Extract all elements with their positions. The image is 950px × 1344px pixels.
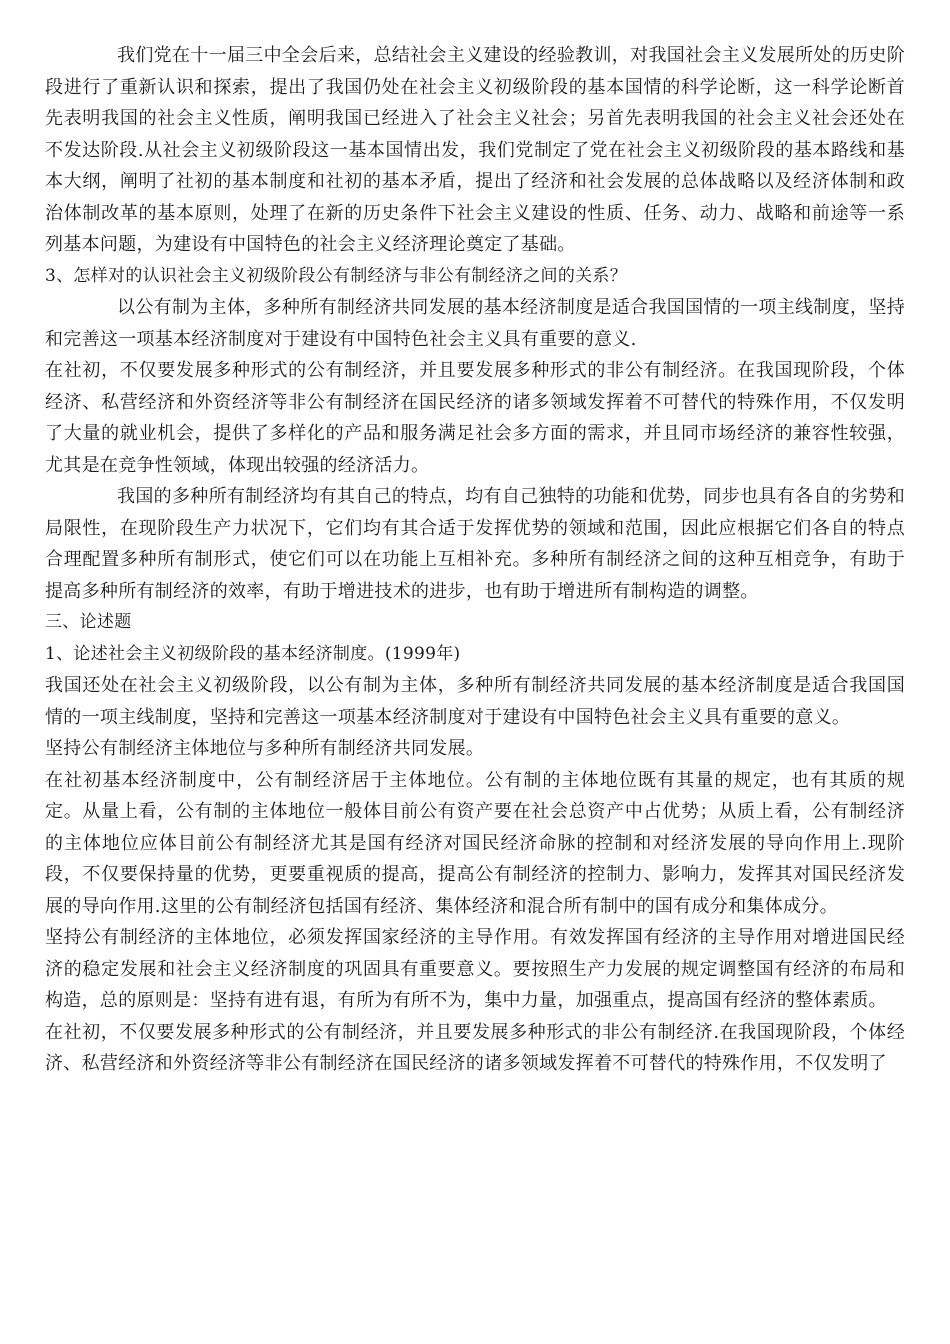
paragraph-basic-system: 以公有制为主体，多种所有制经济共同发展的基本经济制度是适合我国国情的一项主线制度，坚持和完善这一项基本经济制度对于建设有中国特色社会主义具有重要的意义. bbox=[45, 297, 905, 350]
paragraph-history-summary: 我们党在十一届三中全会后来，总结社会主义建设的经验教训，对我国社会主义发展所处的历史阶段进行了重新认识和探索，提出了我国仍处在社会主义初级阶段的基本国情的科学论断，这一科学论断首先表明我国的社会主义性质，阐明我国已经进入了社会主义社会；另首先表明我国的社会主义社会还处在不发达阶段.从社会主义初级阶段这一基本国情出发，我们党制定了党在社会主义初级阶段的基本路线和基本大纲，阐明了社初的基本制度和社初的基本矛盾，提出了经济和社会发展的总体战略以及经济体制和政治体制改革的基本原则，处理了在新的历史条件下社会主义建设的性质、任务、动力、战略和前途等一系列基本问题，为建设有中国特色的社会主义经济理论奠定了基础。 bbox=[45, 45, 905, 255]
question-3-heading: 3、怎样对的认识社会主义初级阶段公有制经济与非公有制经济之间的关系？ bbox=[45, 265, 628, 286]
paragraph-state-economy-role: 坚持公有制经济的主体地位，必须发挥国家经济的主导作用。有效发挥国有经济的主导作用对增进国民经济的稳定发展和社会主义经济制度的巩固具有重要意义。要按照生产力发展的规定调整国有经济的布局和构造，总的原则是：坚持有进有退，有所为有所不为，集中力量，加强重点，提高国有经济的整体素质。 bbox=[45, 927, 905, 1011]
paragraph-non-public-economy: 在社初，不仅要发展多种形式的公有制经济，并且要发展多种形式的非公有制经济。在我国现阶段，个体经济、私营经济和外资经济等非公有制经济在国民经济的诸多领域发挥着不可替代的特殊作用，不仅发明了大量的就业机会，提供了多样化的产品和服务满足社会多方面的需求，并且同市场经济的兼容性较强，尤其是在竞争性领域，体现出较强的经济活力。 bbox=[45, 360, 905, 476]
document-page bbox=[45, 40, 905, 1080]
essay-question-1-heading: 1、论述社会主义初级阶段的基本经济制度。(1999年) bbox=[45, 643, 461, 664]
paragraph-public-dominance-summary: 坚持公有制经济主体地位与多种所有制经济共同发展。 bbox=[45, 738, 485, 759]
paragraph-public-dominance-detail: 在社初基本经济制度中，公有制经济居于主体地位。公有制的主体地位既有其量的规定，也有其质的规定。从量上看，公有制的主体地位一般体目前公有资产要在社会总资产中占优势；从质上看，公有制经济的主体地位应体目前公有制经济尤其是国有经济对国民经济命脉的控制和对经济发展的导向作用上.现阶段，不仅要保持量的优势，更要重视质的提高，提高公有制经济的控制力、影响力，发挥其对国民经济发展的导向作用.这里的公有制经济包括国有经济、集体经济和混合所有制中的国有成分和集体成分。 bbox=[45, 769, 905, 917]
section-3-heading: 三、论述题 bbox=[45, 612, 132, 632]
paragraph-ownership-features: 我国的多种所有制经济均有其自己的特点，均有自己独特的功能和优势，同步也具有各自的劣势和局限性，在现阶段生产力状况下，它们均有其合适于发挥优势的领域和范围，因此应根据它们各自的特点合理配置多种所有制形式，使它们可以在功能上互相补充。多种所有制经济之间的这种互相竞争，有助于提高多种所有制经济的效率，有助于增进技术的进步，也有助于增进所有制构造的调整。 bbox=[45, 486, 905, 602]
paragraph-primary-stage: 我国还处在社会主义初级阶段，以公有制为主体，多种所有制经济共同发展的基本经济制度是适合我国国情的一项主线制度，坚持和完善这一项基本经济制度对于建设有中国特色社会主义具有重要的意义。 bbox=[45, 675, 905, 728]
paragraph-non-public-development: 在社初，不仅要发展多种形式的公有制经济，并且要发展多种形式的非公有制经济.在我国现阶段，个体经济、私营经济和外资经济等非公有制经济在国民经济的诸多领域发挥着不可替代的特殊作用，不仅发明了 bbox=[45, 1021, 905, 1074]
